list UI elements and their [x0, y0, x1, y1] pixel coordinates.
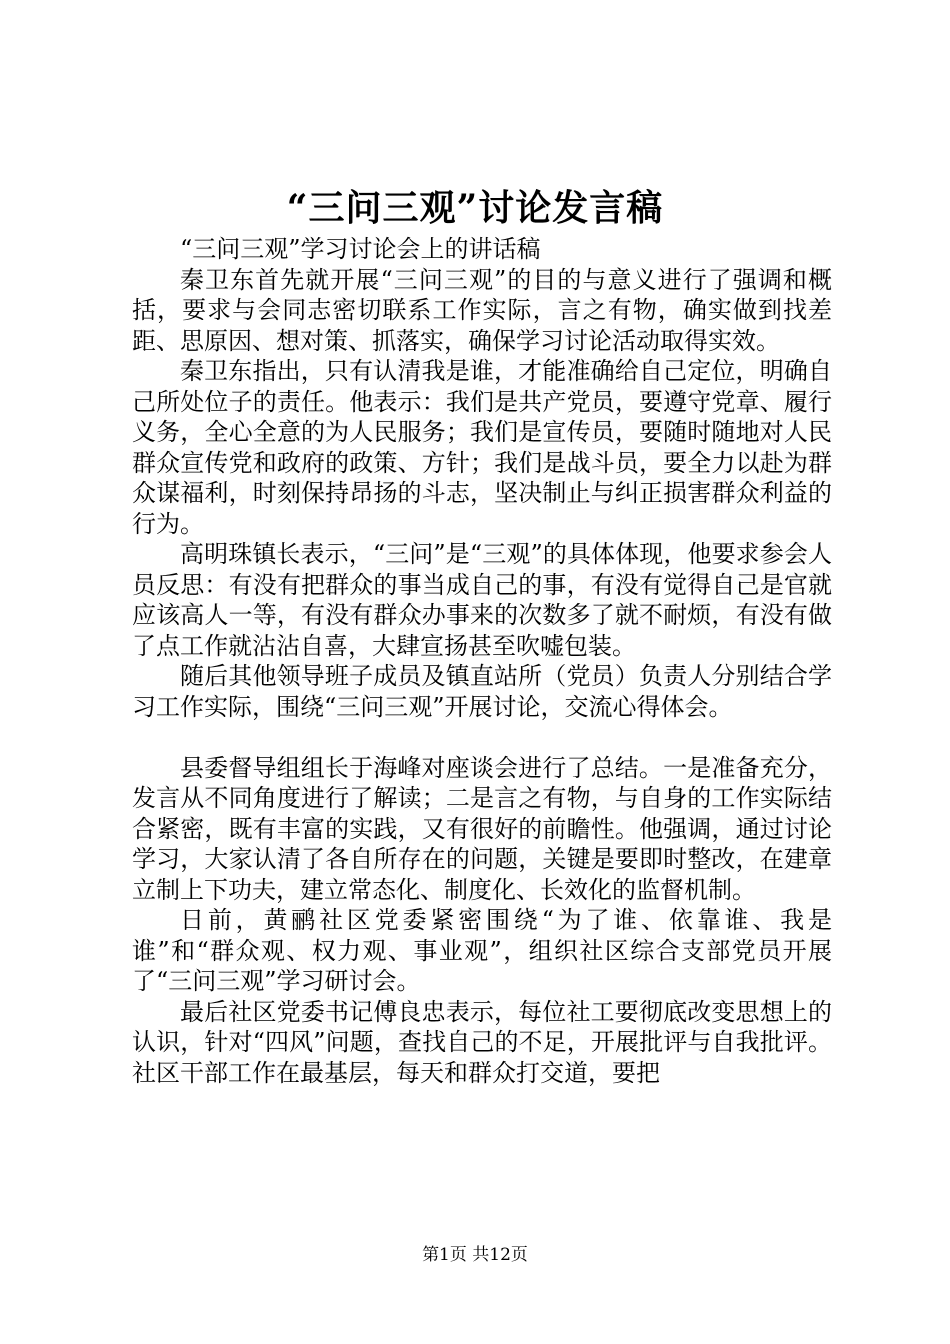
subtitle-paragraph: “三问三观”学习讨论会上的讲话稿 [180, 235, 541, 263]
page-title: “三问三观”讨论发言稿 [286, 187, 664, 229]
body-paragraph: 高明珠镇长表示，“三问”是“三观”的具体体现，他要求参会人员反思：有没有把群众的事当成自己的事，有没有觉得自己是官就应该高人一等，有没有群众办事来的次数多了就不耐烦，有没有做了点工作就沾沾自喜，大肆宣扬甚至吹嘘包装。 [132, 540, 832, 660]
blank-line [132, 722, 832, 753]
body-paragraph: 秦卫东指出，只有认清我是谁，才能准确给自己定位，明确自己所处位子的责任。他表示：我们是共产党员，要遵守党章、履行义务，全心全意的为人民服务；我们是宣传员，要随时随地对人民群众宣传党和政府的政策、方针；我们是战斗员，要全力以赴为群众谋福利，时刻保持昂扬的斗志，坚决制止与纠正损害群众利益的行为。 [132, 357, 832, 538]
body-paragraph: 秦卫东首先就开展“三问三观”的目的与意义进行了强调和概括，要求与会同志密切联系工作实际，言之有物，确实做到找差距、思原因、想对策、抓落实，确保学习讨论活动取得实效。 [132, 265, 832, 355]
body-paragraph: 最后社区党委书记傅良忠表示，每位社工要彻底改变思想上的认识，针对“四风”问题，查找自己的不足，开展批评与自我批评。社区干部工作在最基层，每天和群众打交道，要把 [132, 997, 832, 1087]
body-paragraph: 随后其他领导班子成员及镇直站所（党员）负责人分别结合学习工作实际，围绕“三问三观”开展讨论，交流心得体会。 [132, 662, 832, 721]
body-paragraph: 县委督导组组长于海峰对座谈会进行了总结。一是准备充分，发言从不同角度进行了解读；二是言之有物，与自身的工作实际结合紧密，既有丰富的实践，又有很好的前瞻性。他强调，通过讨论学习，大家认清了各自所存在的问题，关键是要即时整改，在建章立制上下功夫，建立常态化、制度化、长效化的监督机制。 [132, 753, 832, 904]
body-paragraph: 日前，黄鹂社区党委紧密围绕“为了谁、依靠谁、我是谁”和“群众观、权力观、事业观”，组织社区综合支部党员开展了“三问三观”学习研讨会。 [132, 906, 832, 995]
page-number-footer: 第1页 共12页 [422, 1245, 528, 1265]
document-body [132, 234, 832, 1088]
